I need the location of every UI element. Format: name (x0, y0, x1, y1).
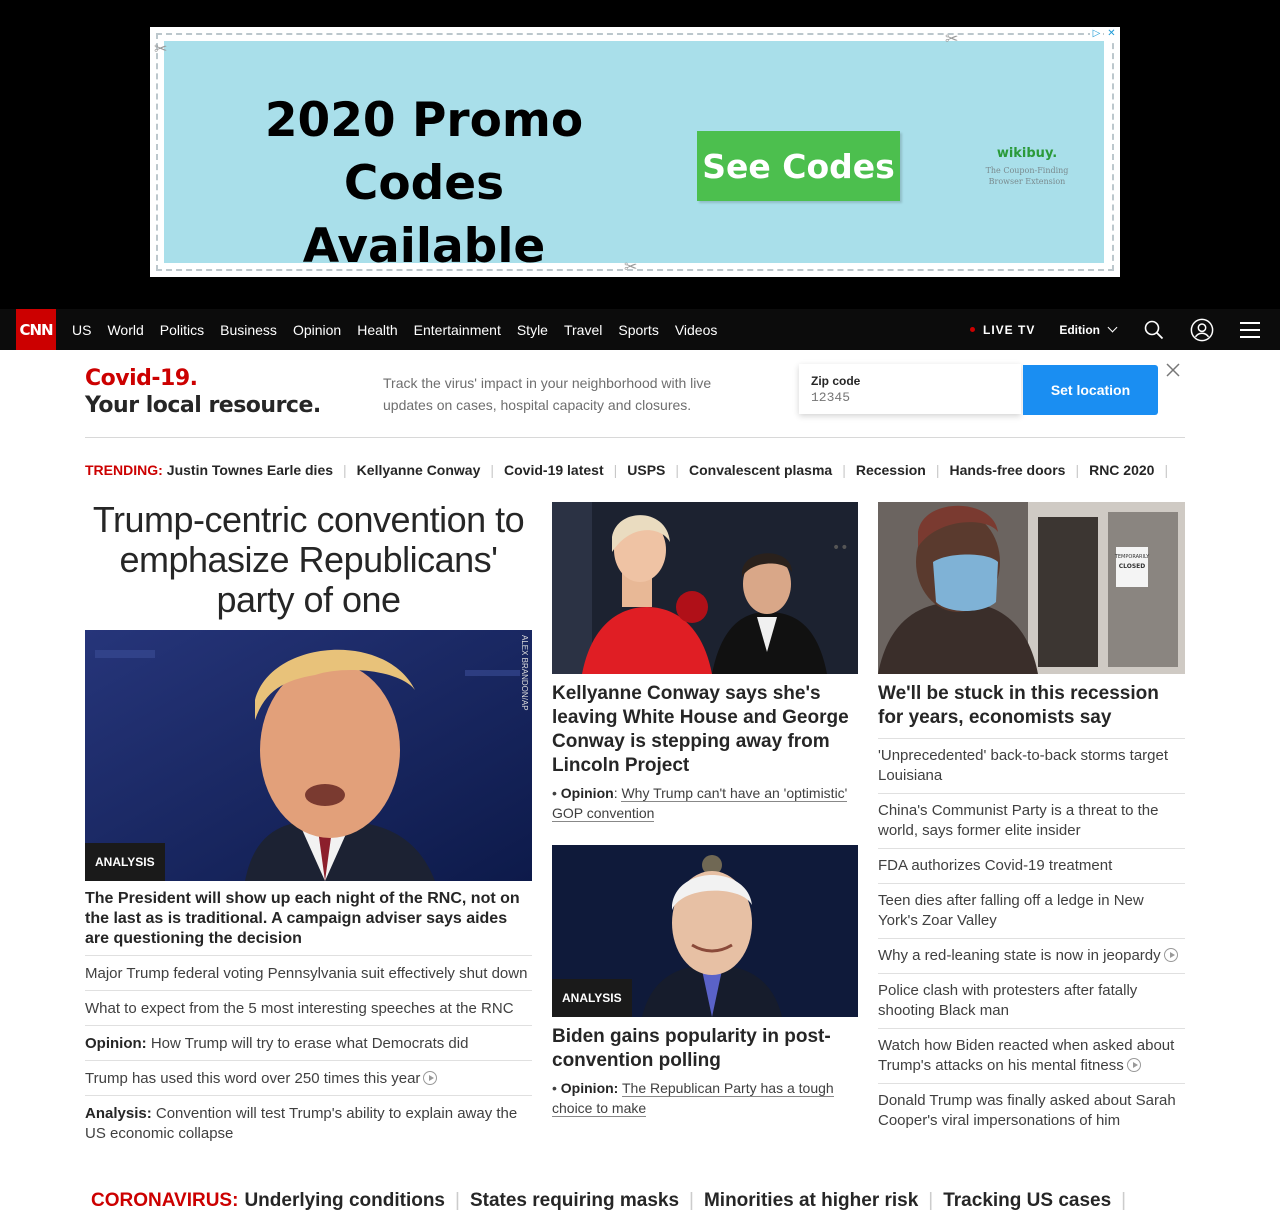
trending-separator: | (1164, 462, 1169, 478)
nav-link-entertainment[interactable]: Entertainment (413, 321, 501, 338)
edition-dropdown[interactable] (1059, 323, 1116, 337)
analysis-badge: ANALYSIS (85, 843, 165, 881)
list-item[interactable] (85, 1026, 532, 1061)
separator: | (1121, 1190, 1127, 1211)
recession-photo (878, 502, 1185, 674)
nav-link-world[interactable]: World (107, 321, 144, 338)
list-item-prefix: Analysis: (85, 1105, 152, 1122)
photo-credit: ALEX BRANDON/AP (520, 635, 529, 711)
trending-label: TRENDING: (85, 462, 163, 478)
trending-item[interactable]: Kellyanne Conway (356, 462, 481, 478)
ad-background (164, 41, 1104, 274)
middle-column (552, 502, 858, 1118)
lead-summary[interactable]: The President will show up each night of the RNC, not on the last as is traditional. A campaign adviser says aides are questioning the decision (85, 889, 532, 956)
trending-item[interactable]: Convalescent plasma (689, 462, 833, 478)
list-item[interactable] (85, 1096, 532, 1150)
covid-local-module (85, 350, 1185, 438)
trending-item[interactable]: Covid-19 latest (504, 462, 604, 478)
card-image-biden[interactable] (552, 845, 858, 1017)
nav-link-travel[interactable]: Travel (563, 321, 603, 338)
coronavirus-bar (91, 1190, 1136, 1212)
trending-item[interactable]: USPS (627, 462, 666, 478)
sub-link-text: Why Trump can't have an 'optimistic' GOP convention (552, 785, 848, 821)
ad-close-icon[interactable]: ✕ (1105, 27, 1118, 40)
separator: | (689, 1190, 694, 1211)
set-location-button[interactable]: Set location (1023, 365, 1158, 415)
lead-image-trump[interactable] (85, 630, 532, 881)
top-navigation (0, 309, 1280, 350)
nav-link-politics[interactable]: Politics (159, 321, 205, 338)
ad-brand-name: wikibuy. (996, 146, 1058, 161)
nav-link-us[interactable]: US (72, 321, 92, 338)
covid-title-red: Covid-19. (85, 366, 198, 391)
trending-separator: | (935, 462, 940, 478)
ad-headline (224, 89, 624, 278)
chevron-down-icon (1108, 323, 1118, 333)
list-item-text: Police clash with protesters after fatally shooting Black man (878, 982, 1138, 1019)
ad-choices[interactable] (1090, 27, 1118, 42)
trending-separator: | (343, 462, 347, 478)
card-image-recession[interactable] (878, 502, 1185, 674)
lead-headline[interactable]: Trump-centric convention to emphasize Republicans' party of one (92, 499, 525, 620)
closed-sign-text: TEMPORARILY (1114, 554, 1150, 560)
nav-link-health[interactable]: Health (357, 321, 398, 338)
list-item[interactable] (878, 739, 1185, 794)
zip-code-label: Zip code (811, 374, 861, 388)
svg-text:••: •• (832, 540, 849, 556)
analysis-badge: ANALYSIS (552, 979, 632, 1017)
coronavirus-link[interactable]: Underlying conditions (244, 1190, 445, 1211)
list-item[interactable] (85, 1061, 532, 1096)
lead-related-list (85, 956, 532, 1150)
search-icon[interactable] (1142, 318, 1166, 342)
coronavirus-link[interactable]: States requiring masks (469, 1190, 680, 1211)
card-sub-link[interactable] (552, 783, 858, 823)
ad-choices-icon[interactable]: ▷ (1090, 27, 1103, 40)
ad-cta-button[interactable]: See Codes (697, 131, 900, 201)
list-item[interactable] (878, 939, 1185, 974)
coronavirus-link[interactable]: Minorities at higher risk (703, 1190, 919, 1211)
trending-item[interactable]: Justin Townes Earle dies (166, 462, 334, 478)
trending-item[interactable]: Recession (855, 462, 926, 478)
nav-link-style[interactable]: Style (516, 321, 548, 338)
ad-headline-line1: 2020 Promo (264, 93, 584, 148)
bullet: • (552, 785, 561, 801)
list-item-text: Major Trump federal voting Pennsylvania suit effectively shut down (85, 965, 528, 982)
trending-separator: | (842, 462, 846, 478)
card-sub-link[interactable] (552, 1078, 858, 1118)
trending-bar (85, 461, 1178, 479)
play-video-icon (1127, 1058, 1141, 1072)
separator: | (455, 1190, 460, 1211)
list-item-text: Donald Trump was finally asked about Sarah Cooper's viral impersonations of him (878, 1092, 1176, 1129)
sub-link-colon: : (613, 785, 622, 801)
card-headline[interactable]: Kellyanne Conway says she's leaving White House and George Conway is stepping away from Lincoln Project (552, 683, 849, 776)
ad-band (0, 0, 1280, 309)
zip-code-input[interactable] (811, 390, 1001, 405)
live-tv-label: LIVE TV (982, 322, 1036, 337)
conway-photo (552, 502, 858, 674)
advertisement[interactable] (150, 27, 1120, 277)
trending-separator: | (675, 462, 680, 478)
list-item[interactable] (878, 974, 1185, 1029)
list-item-text: Teen dies after falling off a ledge in New York's Zoar Valley (878, 892, 1144, 929)
coronavirus-label: CORONAVIRUS: (91, 1190, 239, 1211)
account-icon[interactable] (1190, 318, 1214, 342)
trending-separator: | (490, 462, 495, 478)
list-item-text: 'Unprecedented' back-to-back storms target Louisiana (878, 747, 1169, 784)
live-tv-link[interactable] (970, 323, 1035, 337)
nav-link-business[interactable]: Business (220, 321, 277, 338)
list-item-text: FDA authorizes Covid-19 treatment (878, 857, 1113, 874)
hamburger-menu-icon[interactable] (1238, 318, 1262, 342)
cnn-logo[interactable]: CNN (16, 309, 56, 350)
nav-link-videos[interactable]: Videos (674, 321, 718, 338)
scissors-icon: ✂ (945, 31, 959, 48)
list-item[interactable] (85, 991, 532, 1026)
coronavirus-link[interactable]: Tracking US cases (943, 1190, 1112, 1211)
trending-item[interactable]: RNC 2020 (1089, 462, 1155, 478)
card-headline[interactable]: We'll be stuck in this recession for years, economists say (878, 682, 1185, 739)
list-item-text: Why a red-leaning state is now in jeopardy (878, 947, 1161, 964)
scissors-icon: ✂ (624, 259, 638, 276)
nav-links (72, 309, 733, 350)
sub-link-prefix: Opinion: (560, 1080, 619, 1096)
ad-brand (972, 146, 1082, 187)
list-item-text: What to expect from the 5 most interesting speeches at the RNC (85, 1000, 514, 1017)
edition-label: Edition (1059, 322, 1100, 337)
nav-utilities (970, 309, 1280, 350)
nav-link-opinion[interactable]: Opinion (292, 321, 342, 338)
bullet: • (552, 1080, 561, 1096)
list-item[interactable] (878, 1029, 1185, 1084)
list-item[interactable] (878, 794, 1185, 849)
covid-title (85, 365, 321, 419)
list-item[interactable] (878, 1084, 1185, 1138)
list-item-text: How Trump will try to erase what Democrats did (146, 1035, 469, 1052)
list-item[interactable] (85, 956, 532, 991)
list-item-text: China's Communist Party is a threat to the world, says former elite insider (878, 802, 1159, 839)
scissors-icon: ✂ (154, 41, 168, 58)
live-dot-icon (970, 327, 975, 332)
list-item-text: Convention will test Trump's ability to explain away the US economic collapse (85, 1105, 518, 1142)
sub-link-text: The Republican Party has a tough choice to make (552, 1080, 834, 1116)
covid-description: Track the virus' impact in your neighborhood with live updates on cases, hospital capacity and closures. (383, 375, 712, 413)
list-item[interactable] (878, 849, 1185, 884)
list-item-text: Watch how Biden reacted when asked about Trump's attacks on his mental fitness (878, 1037, 1175, 1074)
trending-separator: | (613, 462, 618, 478)
card-image-conway[interactable] (552, 502, 858, 674)
play-video-icon (1164, 948, 1178, 962)
close-icon[interactable] (1165, 362, 1183, 380)
sub-link-prefix: Opinion (560, 785, 614, 801)
list-item-text: Trump has used this word over 250 times this year (85, 1070, 421, 1087)
ad-brand-tagline: The Coupon-Finding Browser Extension (985, 166, 1069, 186)
zip-code-field[interactable] (799, 364, 1021, 414)
covid-title-dark: Your local resource. (85, 393, 321, 418)
play-video-icon (423, 1071, 437, 1085)
nav-link-sports[interactable]: Sports (618, 321, 659, 338)
right-related-list (878, 739, 1185, 1138)
list-item-prefix: Opinion: (85, 1035, 147, 1052)
trending-separator: | (1075, 462, 1080, 478)
lead-column (85, 500, 532, 1150)
trending-item[interactable]: Hands-free doors (949, 462, 1066, 478)
right-column (878, 502, 1185, 1138)
list-item[interactable] (878, 884, 1185, 939)
separator: | (928, 1190, 934, 1211)
svg-text:CLOSED: CLOSED (1118, 563, 1146, 570)
card-headline[interactable]: Biden gains popularity in post-convention polling (552, 1026, 831, 1071)
ad-headline-line2: Codes Available (302, 156, 546, 274)
